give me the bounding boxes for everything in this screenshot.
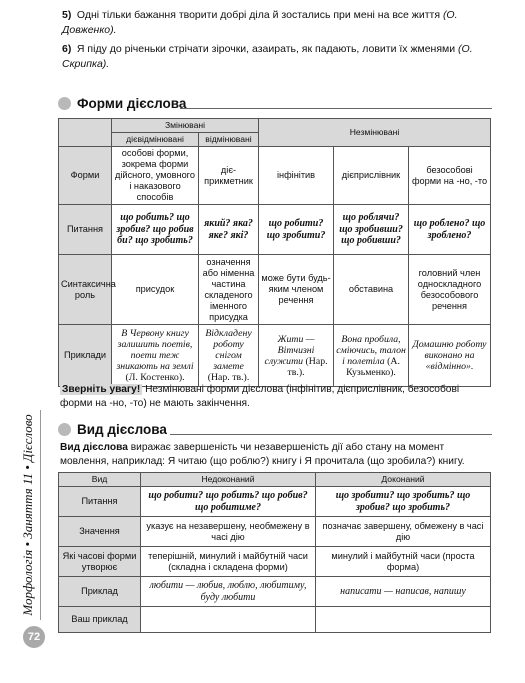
cell: теперішній, минулий і майбутній часи (складна і складена форми): [141, 547, 316, 577]
note-label: Зверніть увагу!: [62, 384, 141, 395]
row-label: Питання: [59, 487, 141, 517]
row-label: Форми: [59, 147, 112, 205]
verb-aspect-table: [58, 472, 491, 633]
table-row: [59, 205, 491, 255]
answer-cell[interactable]: [316, 607, 491, 633]
cell: що роблячи? що зробивши? що робивши?: [334, 205, 409, 255]
cell: минулий і майбутній часи (проста форма): [316, 547, 491, 577]
cell: діє-прикметник: [199, 147, 259, 205]
table-corner: [59, 119, 112, 147]
example-text: Я піду до річеньки стрічати зірочки, азаирать, як падають, ловити їх жменями: [76, 43, 456, 55]
example-quote: Жити — Вітчизні служити: [264, 333, 315, 367]
cell: головний член односкладного безособового речення: [409, 255, 491, 325]
row-label: Питання: [59, 205, 112, 255]
page-number: 72: [23, 626, 45, 648]
cell: що зробити? що зробить? що зробив? що зробить?: [316, 487, 491, 517]
head-kind: Вид: [59, 473, 141, 487]
cell: що робити? що робить? що робив? що робитиме?: [141, 487, 316, 517]
cell: [334, 325, 409, 387]
example-quote: Відкладену роботу снігом замете: [205, 328, 252, 372]
running-title: Морфологія • Заняття 11 • Дієслово: [20, 414, 35, 616]
cell: [259, 325, 334, 387]
cell: безособові форми на -но, -то: [409, 147, 491, 205]
section-aspect-header: [58, 422, 167, 437]
table-row: [59, 577, 491, 607]
table-row: [59, 325, 491, 387]
cell: Домашню роботу виконано на «відмінно».: [409, 325, 491, 387]
example-quote: Вона пробила, сміючись, талон і полетіла: [336, 333, 406, 367]
example-source: (А. Кузьменко).: [346, 355, 400, 378]
row-label: Синтаксична роль: [59, 255, 112, 325]
cell: позначає завершену, обмежену в часі дію: [316, 517, 491, 547]
side-running-title: [14, 400, 42, 630]
example-text: Одні тільки бажання творити добрі діла й зостались при мені на все життя: [76, 9, 441, 21]
cell: що робити? що зробити?: [259, 205, 334, 255]
cell: інфінітив: [259, 147, 334, 205]
row-label: Приклади: [59, 325, 112, 387]
attention-note: [60, 383, 492, 411]
section-title: Вид дієслова: [77, 422, 167, 437]
cell: дієприслівник: [334, 147, 409, 205]
section-bullet-icon: [58, 97, 71, 110]
verb-forms-table: [58, 118, 491, 387]
example-quote: В Червону книгу залишить поетів, поети теж зникають на землі: [116, 328, 194, 372]
cell: що робить? що зробив? що робив би? що зробить?: [112, 205, 199, 255]
section-title: Форми дієслова: [77, 96, 187, 111]
row-label: Ваш приклад: [59, 607, 141, 633]
row-label: Значення: [59, 517, 141, 547]
section-rule: [180, 108, 492, 109]
table-row: [59, 517, 491, 547]
cell: [112, 325, 199, 387]
example-source: (Л. Костенко).: [125, 372, 185, 383]
example-number: 6): [62, 43, 72, 55]
row-label: Приклад: [59, 577, 141, 607]
cell: присудок: [112, 255, 199, 325]
cell: обставина: [334, 255, 409, 325]
example-6: [62, 42, 492, 72]
table-row: [59, 147, 491, 205]
cell: особові форми, зокрема форми дійсного, умовного і наказового способів: [112, 147, 199, 205]
example-5: [62, 8, 492, 38]
head-declined: відмінювані: [199, 133, 259, 147]
example-source: (Нар. тв.).: [287, 355, 328, 378]
note-text: Незмінювані форми дієслова (інфінітив, дієприслівник, безособові форми на -но, -то) не мають закінчення.: [60, 384, 460, 409]
section-bullet-icon: [58, 423, 71, 436]
table-row: [59, 487, 491, 517]
head-unchangeable: Незмінювані: [259, 119, 491, 147]
head-perfective: Доконаний: [316, 473, 491, 487]
table-row: [59, 607, 491, 633]
head-imperfective: Недоконаний: [141, 473, 316, 487]
cell: любити — любив, люблю, любитиму, буду любити: [141, 577, 316, 607]
example-author: (О. Скрипка).: [62, 43, 473, 70]
head-changeable: Змінювані: [112, 119, 259, 133]
section-forms-header: [58, 96, 186, 111]
cell: що роблено? що зроблено?: [409, 205, 491, 255]
example-author: (О. Довженко).: [62, 9, 458, 36]
cell: може бути будь-яким членом речення: [259, 255, 334, 325]
cell: означення або німенна частина складеного іменного присудка: [199, 255, 259, 325]
cell: [199, 325, 259, 387]
table-row: [59, 547, 491, 577]
cell: який? яка? яке? які?: [199, 205, 259, 255]
example-source: (Нар. тв.).: [207, 372, 250, 383]
table-row: [59, 255, 491, 325]
answer-cell[interactable]: [141, 607, 316, 633]
intro-text: виражає завершеність чи незавершеність дії або стану на момент мовлення, наприклад: Я читаю (що роблю?) книгу і Я прочитала (що зробила?) книгу.: [60, 442, 465, 467]
section-rule: [170, 434, 492, 435]
aspect-intro: [60, 441, 492, 469]
head-conjugated: дієвідмінювані: [112, 133, 199, 147]
example-number: 5): [62, 9, 72, 21]
intro-term: Вид дієслова: [60, 442, 128, 453]
row-label: Які часові форми утворює: [59, 547, 141, 577]
cell: написати — написав, напишу: [316, 577, 491, 607]
cell: указує на незавершену, необмежену в часі дію: [141, 517, 316, 547]
